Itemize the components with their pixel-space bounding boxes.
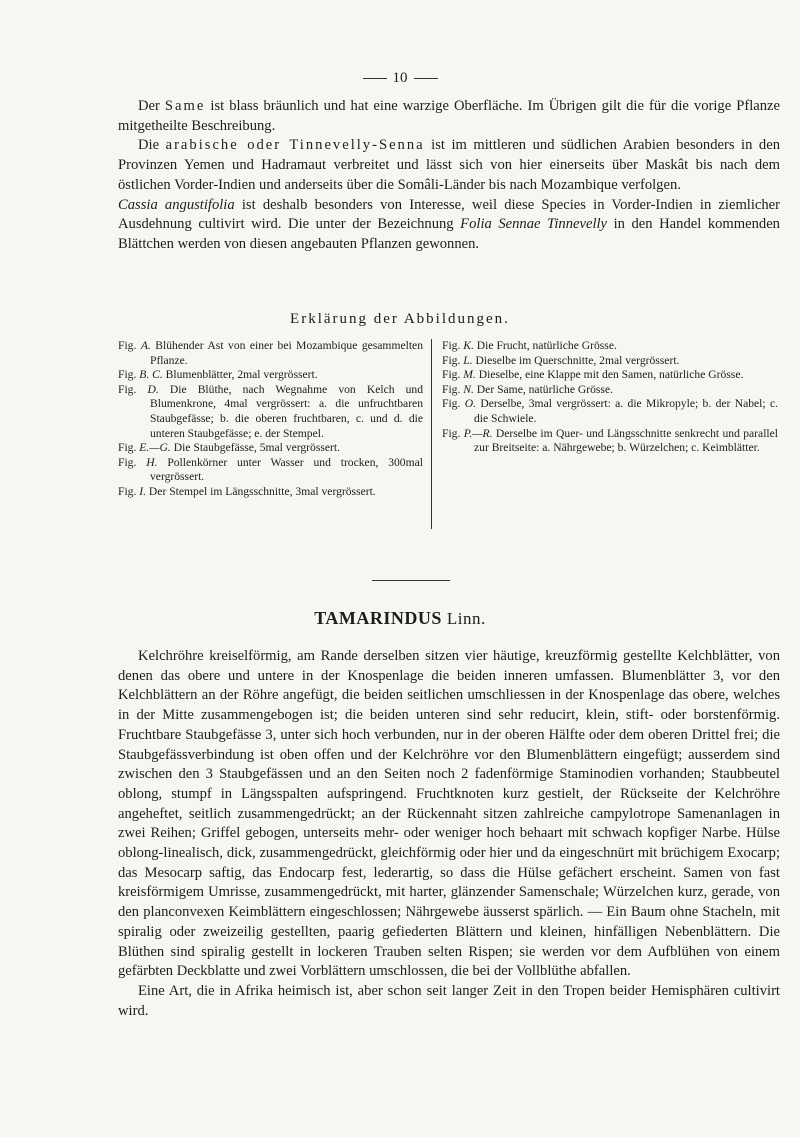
legend-entry: Fig. A. Blühender Ast von einer bei Mozambique gesammelten Pflanze.	[118, 339, 423, 367]
page-number-text: 10	[392, 70, 408, 86]
legend-right-column	[442, 339, 778, 456]
legend-entry: Fig. B. C. Blumenblätter, 2mal vergrössert.	[118, 368, 318, 382]
legend-entry: Fig. P.—R. Derselbe im Quer- und Längsschnitte senkrecht und parallel zur Breitseite: a. Nährgewebe; b. Würzelchen; c. Keimblätter.	[442, 426, 778, 455]
tamarindus-description	[118, 647, 780, 1021]
section-divider	[372, 580, 450, 581]
description-paragraph: Kelchröhre kreiselförmig, am Rande derselben sitzen vier häutige, kreuzförmig gestellte Kelchblätter, von denen das obere und untere in der Knospenlage die beiden inneren umfassen. Blumenblätter 3, vor den Kelchblättern an der Röhre angefügt, die beiden seitlichen umschliessen in der Knospenlage das obere, welches in der Mitte zusammengebogen ist; die beiden unteren sind sehr reducirt, klein, stift- oder borstenförmig. Fruchtbare Staubgefässe 3, unter sich hoch verbunden, nur in der oberen Hälfte oder dem oberen Drittel frei; die Staubgefässverbindung ist oben offen und der Kelchröhre vor den Blumenblättern eingefügt; ausserdem sind zwischen den 3 Staubgefässen und an den Seiten noch 2 fadenförmige Staminodien vorhanden; Staubbeutel oblong, stumpf in Längsspalten aufspringend. Fruchtknoten kurz gestielt, der Rückseite der Kelchröhre angeheftet, seitlich zusammengedrückt; an der Rückennaht sitzen zahlreiche campylotrope Samenanlagen in zwei Reihen; Griffel gebogen, unterseits mehr- oder weniger hoch behaart mit schwach kopfiger Narbe. Hülse oblong-linealisch, dick, zusammengedrückt, gleichförmig oder hier und da eingeschnürt mit brüchigem Exocarp; das Mesocarp saftig, das Endocarp fest, lederartig, so dass die Hülse gefächert erscheint. Samen von fast kreisförmigem Umrisse, zusammengedrückt, mit harter, glänzender Samenschale; Würzelchen kurz, gerade, von den planconvexen Keimblättern eingeschlossen; Nährgewebe äusserst spärlich. — Ein Baum ohne Stacheln, mit spiralig oder zweizeilig gestellten, paarig gefiederten Blättern und kleinen, hinfälligen Nebenblättern. Die Blüthen sind spiralig gestellt in lockeren Trauben selten Rispen; sie werden vor dem Aufblühen von einem gefärbten Deckblatte und zwei Vorblättern umschlossen, die bei der Vollblüthe abfallen.	[118, 648, 780, 980]
intro-paragraph-1: Der Same ist blass bräunlich und hat eine warzige Oberfläche. Im Übrigen gilt die für die vorige Pflanze mitgetheilte Beschreibung.	[118, 98, 780, 134]
legend-entry: Fig. H. Pollenkörner unter Wasser und trocken, 300mal vergrössert.	[118, 455, 423, 484]
left-dash	[363, 78, 387, 79]
legend-entry: Fig. E.—G. Die Staubgefässe, 5mal vergrössert.	[118, 441, 340, 455]
genus-name: TAMARINDUS	[314, 608, 442, 628]
column-divider	[431, 339, 432, 529]
page-number	[0, 70, 800, 87]
intro-paragraph-2: Die arabische oder Tinnevelly-Senna ist im mittleren und südlichen Arabien besonders in den Provinzen Yemen und Hadramaut verbreitet und lässt sich von hier einerseits über Maskât bis nach dem östlichen Vorder-Indien und anderseits über die Somâli-Länder bis nach Mozambique verfolgen. Cassia angustifolia ist deshalb besonders von Interesse, weil diese Species in Vorder-Indien in ziemlicher Ausdehnung cultivirt wird. Die unter der Bezeichnung Folia Sennae Tinnevelly in den Handel kommenden Blättchen werden von diesen angebauten Pflanzen gewonnen.	[118, 137, 781, 252]
legend-left-column	[118, 339, 423, 500]
legend-entry: Fig. O. Derselbe, 3mal vergrössert: a. die Mikropyle; b. der Nabel; c. die Schwiele.	[442, 397, 778, 425]
legend-entry: Fig. K. Die Frucht, natürliche Grösse.	[442, 339, 617, 352]
section-title	[0, 608, 800, 629]
right-dash	[414, 78, 438, 79]
legend-entry: Fig. M. Dieselbe, eine Klappe mit den Samen, natürliche Grösse.	[442, 368, 744, 382]
intro-text	[118, 97, 780, 255]
author-abbreviation: Linn.	[446, 609, 486, 628]
legend-entry: Fig. L. Dieselbe im Querschnitte, 2mal vergrössert.	[442, 353, 680, 367]
legend-heading: Erklärung der Abbildungen.	[290, 311, 510, 327]
legend-entry: Fig. N. Der Same, natürliche Grösse.	[442, 382, 613, 396]
legend-entry: Fig. D. Die Blüthe, nach Wegnahme von Kelch und Blumenkrone, 4mal vergrössert: a. die unfruchtbaren Staubgefässe; b. die oberen fruchtbaren, c. und d. die unteren Staubgefässe; e. der Stempel.	[118, 382, 423, 440]
distribution-paragraph: Eine Art, die in Afrika heimisch ist, aber schon seit langer Zeit in den Tropen beider Hemisphären cultivirt wird.	[118, 982, 780, 1019]
legend-entry: Fig. I. Der Stempel im Längsschnitte, 3mal vergrössert.	[118, 484, 376, 498]
